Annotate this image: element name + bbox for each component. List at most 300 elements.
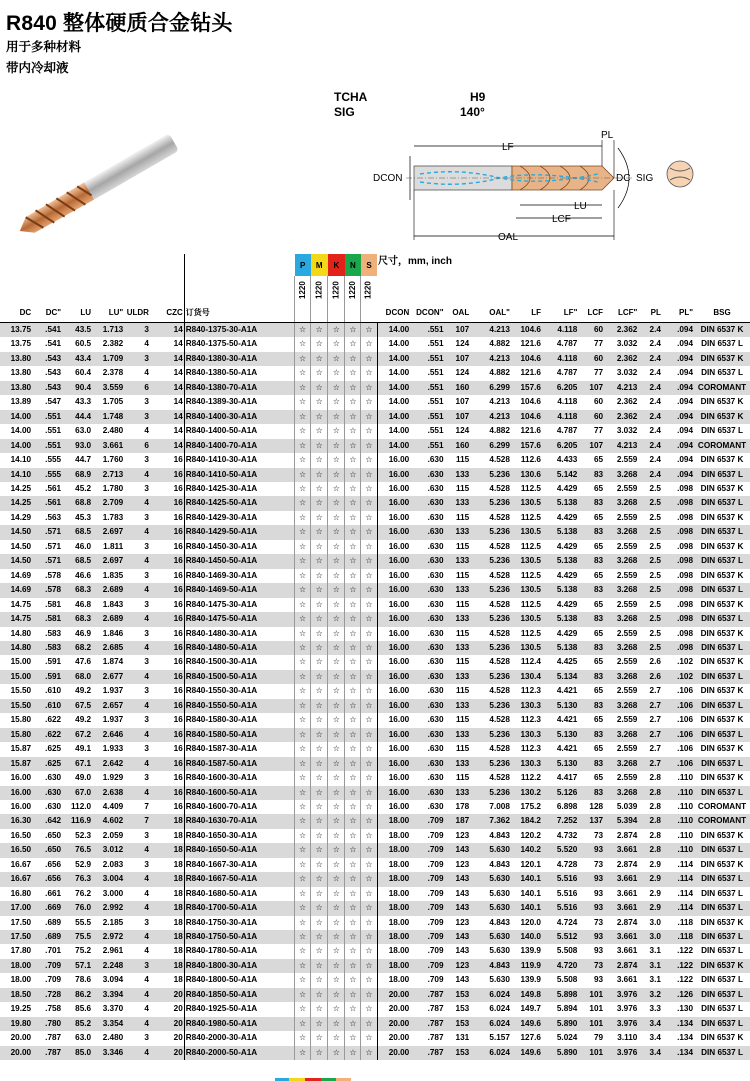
table-cell: DIN 6537 L (694, 1046, 750, 1060)
table-cell: 4.728 (542, 858, 578, 872)
grade-star-icon: ☆ (311, 511, 328, 525)
order-code-cell: R840-1667-50-A1A (184, 872, 294, 886)
table-row[interactable] (0, 1046, 750, 1060)
order-code-cell: R840-1450-50-A1A (184, 554, 294, 568)
grade-star-icon: ☆ (361, 482, 377, 496)
grade-star-icon: ☆ (345, 395, 361, 409)
table-cell: 2.559 (604, 713, 638, 727)
table-cell: 1.783 (92, 511, 124, 525)
table-cell: 2.709 (92, 496, 124, 510)
grade-star-icon: ☆ (361, 395, 377, 409)
table-cell: .551 (410, 395, 444, 409)
table-cell: 2.559 (604, 540, 638, 554)
table-cell: 14.69 (0, 569, 32, 583)
table-cell: 1.843 (92, 598, 124, 612)
table-cell: 5.512 (542, 930, 578, 944)
table-cell: 130.3 (511, 757, 542, 771)
table-cell: 3.4 (638, 1046, 662, 1060)
table-cell: 14.00 (0, 424, 32, 438)
table-cell: 4 (124, 930, 150, 944)
table-cell: 16.50 (0, 843, 32, 857)
order-code-cell: R840-1580-30-A1A (184, 713, 294, 727)
table-cell: 3 (124, 655, 150, 669)
table-row[interactable] (0, 569, 750, 583)
grade-star-icon: ☆ (361, 771, 377, 785)
grade-star-icon: ☆ (328, 337, 345, 351)
table-cell: 2.7 (638, 742, 662, 756)
table-cell: .110 (662, 786, 694, 800)
table-cell: 83 (578, 699, 604, 713)
table-row[interactable] (0, 554, 750, 568)
grade-star-icon: ☆ (345, 742, 361, 756)
table-row[interactable] (0, 670, 750, 684)
table-cell: 20.00 (377, 1017, 410, 1031)
table-cell: 14.50 (0, 554, 32, 568)
table-cell: 3 (124, 829, 150, 843)
grade-star-icon: ☆ (311, 598, 328, 612)
table-row[interactable] (0, 424, 750, 438)
table-cell: 4.528 (470, 482, 511, 496)
table-row[interactable] (0, 757, 750, 771)
table-row[interactable] (0, 641, 750, 655)
table-cell: 1.780 (92, 482, 124, 496)
table-cell: 4 (124, 1002, 150, 1016)
table-cell: 93 (578, 887, 604, 901)
table-cell: 2.083 (92, 858, 124, 872)
table-row[interactable] (0, 410, 750, 424)
grade-star-icon: ☆ (328, 482, 345, 496)
table-cell: 3 (124, 742, 150, 756)
subtitle-materials: 用于多种材料 (6, 40, 82, 54)
table-cell: 20.00 (377, 1046, 410, 1060)
table-cell: 2.248 (92, 959, 124, 973)
table-cell: 2.874 (604, 916, 638, 930)
table-cell: DIN 6537 L (694, 366, 750, 380)
table-row[interactable] (0, 496, 750, 510)
table-cell: 17.00 (0, 901, 32, 915)
table-cell: .551 (410, 381, 444, 395)
diagram-dcon-label: DCON (373, 173, 403, 184)
table-cell: .551 (32, 410, 62, 424)
table-row[interactable] (0, 800, 750, 814)
grade-star-icon: ☆ (345, 598, 361, 612)
table-cell: 3.1 (638, 944, 662, 958)
table-row[interactable] (0, 872, 750, 886)
table-cell: 20.00 (0, 1046, 32, 1060)
table-cell: 2.4 (638, 410, 662, 424)
table-cell: 130.5 (511, 612, 542, 626)
table-row[interactable] (0, 973, 750, 987)
table-cell: 20.00 (377, 988, 410, 1002)
table-cell: 140.2 (511, 843, 542, 857)
table-cell: 60 (578, 410, 604, 424)
table-cell: DIN 6537 K (694, 323, 750, 338)
table-cell: 4.843 (470, 858, 511, 872)
table-row[interactable] (0, 713, 750, 727)
table-cell: 130.5 (511, 641, 542, 655)
table-cell: 112.5 (511, 627, 542, 641)
grade-star-icon: ☆ (361, 684, 377, 698)
table-row[interactable] (0, 627, 750, 641)
table-cell: 157.6 (511, 439, 542, 453)
table-cell: 143 (445, 887, 471, 901)
grade-star-icon: ☆ (295, 1017, 311, 1031)
table-cell: 2.689 (92, 583, 124, 597)
table-cell: 18 (150, 930, 184, 944)
table-cell: .709 (410, 973, 444, 987)
table-cell: .669 (32, 901, 62, 915)
table-cell: 139.9 (511, 944, 542, 958)
grade-star-icon: ☆ (361, 916, 377, 930)
table-cell: 6.024 (470, 1002, 511, 1016)
grade-star-icon: ☆ (311, 439, 328, 453)
table-cell: DIN 6537 L (694, 872, 750, 886)
table-cell: 115 (445, 655, 471, 669)
grade-star-icon: ☆ (345, 670, 361, 684)
table-row[interactable] (0, 323, 750, 338)
table-row[interactable] (0, 395, 750, 409)
table-cell: .094 (662, 410, 694, 424)
order-code-cell: R840-1500-50-A1A (184, 670, 294, 684)
table-row[interactable] (0, 453, 750, 467)
grade-star-icon: ☆ (295, 684, 311, 698)
table-cell: 3 (124, 511, 150, 525)
spec-value-tcha: H9 (470, 90, 486, 104)
table-row[interactable] (0, 771, 750, 785)
order-code-cell: R840-1380-70-A1A (184, 381, 294, 395)
table-cell: .094 (662, 352, 694, 366)
grade-star-icon: ☆ (328, 1046, 345, 1060)
table-cell: .787 (410, 1046, 444, 1060)
table-cell: 65 (578, 655, 604, 669)
table-cell: 3.110 (604, 1031, 638, 1045)
table-cell: 45.2 (62, 482, 92, 496)
table-row[interactable] (0, 858, 750, 872)
table-cell: 149.7 (511, 1002, 542, 1016)
grade-star-icon: ☆ (361, 1046, 377, 1060)
table-cell: DIN 6537 L (694, 728, 750, 742)
table-cell: 16.00 (377, 583, 410, 597)
table-row[interactable] (0, 540, 750, 554)
table-cell: .098 (662, 627, 694, 641)
table-row[interactable] (0, 843, 750, 857)
order-code-cell: R840-1600-30-A1A (184, 771, 294, 785)
grade-star-icon: ☆ (295, 540, 311, 554)
diagram-lcf-label: LCF (552, 214, 571, 225)
grade-star-icon: ☆ (328, 988, 345, 1002)
table-cell: 16.80 (0, 887, 32, 901)
table-cell: 43.3 (62, 395, 92, 409)
table-cell: 2.4 (638, 352, 662, 366)
table-cell: .543 (32, 366, 62, 380)
table-cell: 6.299 (470, 439, 511, 453)
order-code-cell: R840-1800-30-A1A (184, 959, 294, 973)
table-cell: 3.976 (604, 1017, 638, 1031)
table-cell: 5.894 (542, 1002, 578, 1016)
table-cell: .551 (32, 424, 62, 438)
table-cell: .114 (662, 887, 694, 901)
grade-star-icon: ☆ (361, 843, 377, 857)
table-cell: 140.1 (511, 887, 542, 901)
table-cell: 121.6 (511, 424, 542, 438)
table-cell: DIN 6537 L (694, 337, 750, 351)
table-row[interactable] (0, 511, 750, 525)
table-cell: 3.2 (638, 988, 662, 1002)
table-cell: 3.661 (604, 872, 638, 886)
table-cell: .541 (32, 323, 62, 338)
table-row[interactable] (0, 944, 750, 958)
table-cell: 16 (150, 771, 184, 785)
table-cell: 44.4 (62, 410, 92, 424)
table-row[interactable] (0, 1031, 750, 1045)
table-cell: 14 (150, 395, 184, 409)
grade-star-icon: ☆ (345, 554, 361, 568)
table-cell: 49.0 (62, 771, 92, 785)
grade-star-icon: ☆ (328, 670, 345, 684)
grade-star-icon: ☆ (361, 728, 377, 742)
table-cell: 20 (150, 1031, 184, 1045)
column-header: DCON" (410, 304, 444, 323)
table-row[interactable] (0, 482, 750, 496)
table-row[interactable] (0, 439, 750, 453)
table-cell: 5.138 (542, 525, 578, 539)
table-cell: 4.882 (470, 337, 511, 351)
grade-star-icon: ☆ (311, 829, 328, 843)
table-cell: .098 (662, 496, 694, 510)
table-cell: 77 (578, 424, 604, 438)
table-row[interactable] (0, 959, 750, 973)
table-cell: .551 (410, 439, 444, 453)
table-cell: .551 (32, 439, 62, 453)
table-cell: 3.268 (604, 496, 638, 510)
grade-star-icon: ☆ (328, 468, 345, 482)
table-cell: 14.69 (0, 583, 32, 597)
table-cell: .106 (662, 742, 694, 756)
grade-star-icon: ☆ (361, 468, 377, 482)
table-row[interactable] (0, 829, 750, 843)
table-cell: .625 (32, 742, 62, 756)
table-cell: 16 (150, 598, 184, 612)
table-cell: 67.5 (62, 699, 92, 713)
grade-star-icon: ☆ (295, 468, 311, 482)
table-cell: .656 (32, 872, 62, 886)
table-row[interactable] (0, 887, 750, 901)
table-cell: 5.890 (542, 1046, 578, 1060)
table-cell: DIN 6537 L (694, 901, 750, 915)
table-cell: 83 (578, 612, 604, 626)
table-cell: 5.134 (542, 670, 578, 684)
order-code-cell: R840-1410-50-A1A (184, 468, 294, 482)
table-cell: 133 (445, 468, 471, 482)
table-cell: .709 (410, 930, 444, 944)
table-cell: .130 (662, 1002, 694, 1016)
table-cell: 4 (124, 424, 150, 438)
order-code-cell: R840-1550-30-A1A (184, 684, 294, 698)
table-cell: 52.9 (62, 858, 92, 872)
table-cell: .543 (32, 352, 62, 366)
column-header: LCF (578, 304, 604, 323)
table-cell: 3.346 (92, 1046, 124, 1060)
table-row[interactable] (0, 381, 750, 395)
table-cell: 73 (578, 959, 604, 973)
table-cell: 93.0 (62, 439, 92, 453)
table-cell: .787 (410, 988, 444, 1002)
table-cell: 149.8 (511, 988, 542, 1002)
table-row[interactable] (0, 814, 750, 828)
table-cell: 2.5 (638, 540, 662, 554)
table-cell: 67.0 (62, 786, 92, 800)
table-cell: 65 (578, 569, 604, 583)
table-cell: .630 (410, 713, 444, 727)
grade-star-icon: ☆ (311, 887, 328, 901)
grade-star-icon: ☆ (295, 496, 311, 510)
table-cell: 3 (124, 916, 150, 930)
grade-star-icon: ☆ (328, 944, 345, 958)
table-cell: DIN 6537 K (694, 569, 750, 583)
grade-star-icon: ☆ (345, 323, 361, 338)
table-cell: 68.0 (62, 670, 92, 684)
table-cell: 49.2 (62, 684, 92, 698)
grade-star-icon: ☆ (345, 540, 361, 554)
table-cell: 3.268 (604, 554, 638, 568)
table-row[interactable] (0, 728, 750, 742)
table-cell: DIN 6537 K (694, 916, 750, 930)
table-cell: 123 (445, 858, 471, 872)
table-row[interactable] (0, 366, 750, 380)
table-row[interactable] (0, 916, 750, 930)
table-cell: 46.0 (62, 540, 92, 554)
table-cell: 3.032 (604, 424, 638, 438)
grade-star-icon: ☆ (311, 742, 328, 756)
table-cell: 143 (445, 901, 471, 915)
table-cell: 49.1 (62, 742, 92, 756)
grade-code-m: 1220 (311, 276, 328, 304)
table-cell: 90.4 (62, 381, 92, 395)
table-cell: 115 (445, 627, 471, 641)
grade-star-icon: ☆ (295, 439, 311, 453)
table-cell: 3.976 (604, 1046, 638, 1060)
table-row[interactable] (0, 786, 750, 800)
table-row[interactable] (0, 352, 750, 366)
table-cell: 2.4 (638, 468, 662, 482)
grade-star-icon: ☆ (328, 872, 345, 886)
grade-code-k: 1220 (328, 276, 345, 304)
table-cell: 115 (445, 742, 471, 756)
table-row[interactable] (0, 742, 750, 756)
table-cell: 104.6 (511, 323, 542, 338)
table-cell: 14.00 (377, 323, 410, 338)
table-row[interactable] (0, 901, 750, 915)
column-header-row (0, 304, 750, 323)
table-cell: 18 (150, 887, 184, 901)
table-cell: .581 (32, 612, 62, 626)
table-cell: 93 (578, 944, 604, 958)
table-cell: COROMANT (694, 814, 750, 828)
grade-star-icon: ☆ (345, 728, 361, 742)
table-cell: 120.1 (511, 858, 542, 872)
table-cell: 133 (445, 583, 471, 597)
order-code-cell: R840-1600-50-A1A (184, 786, 294, 800)
table-row[interactable] (0, 598, 750, 612)
table-row[interactable] (0, 699, 750, 713)
grade-star-icon: ☆ (345, 829, 361, 843)
table-row[interactable] (0, 612, 750, 626)
table-cell: .114 (662, 858, 694, 872)
table-cell: 4.429 (542, 540, 578, 554)
grade-code-p: 1220 (295, 276, 311, 304)
table-cell: 5.508 (542, 944, 578, 958)
table-row[interactable] (0, 583, 750, 597)
table-cell: .630 (410, 627, 444, 641)
table-cell: 2.5 (638, 598, 662, 612)
table-cell: 16.00 (377, 757, 410, 771)
table-cell: .630 (410, 670, 444, 684)
table-cell: 3.268 (604, 583, 638, 597)
table-cell: 4.409 (92, 800, 124, 814)
table-cell: 2.5 (638, 554, 662, 568)
table-cell: DIN 6537 K (694, 482, 750, 496)
grade-star-icon: ☆ (345, 410, 361, 424)
grade-star-icon: ☆ (311, 786, 328, 800)
table-cell: 3.4 (638, 1017, 662, 1031)
grade-star-icon: ☆ (311, 800, 328, 814)
table-cell: DIN 6537 L (694, 670, 750, 684)
table-row[interactable] (0, 684, 750, 698)
table-row[interactable] (0, 655, 750, 669)
table-row[interactable] (0, 1002, 750, 1016)
table-cell: 3.032 (604, 337, 638, 351)
table-cell: 3 (124, 627, 150, 641)
table-row[interactable] (0, 525, 750, 539)
grade-star-icon: ☆ (328, 511, 345, 525)
table-row[interactable] (0, 930, 750, 944)
table-row[interactable] (0, 337, 750, 351)
table-cell: .709 (410, 901, 444, 915)
order-code-cell: R840-1429-50-A1A (184, 525, 294, 539)
grade-star-icon: ☆ (345, 959, 361, 973)
grade-star-icon: ☆ (295, 829, 311, 843)
grade-star-icon: ☆ (311, 583, 328, 597)
table-cell: 2.874 (604, 959, 638, 973)
grade-star-icon: ☆ (345, 1002, 361, 1016)
table-row[interactable] (0, 468, 750, 482)
grade-star-icon: ☆ (361, 973, 377, 987)
table-cell: DIN 6537 K (694, 684, 750, 698)
table-cell: 16.00 (377, 482, 410, 496)
table-cell: 5.890 (542, 1017, 578, 1031)
grade-star-icon: ☆ (345, 453, 361, 467)
table-cell: 7 (124, 814, 150, 828)
table-cell: 14.00 (377, 337, 410, 351)
column-header: ULDR (124, 304, 150, 323)
table-cell: 14.00 (377, 366, 410, 380)
table-cell: 6.299 (470, 381, 511, 395)
table-cell: .118 (662, 916, 694, 930)
table-cell: 77 (578, 337, 604, 351)
grade-star-icon: ☆ (345, 381, 361, 395)
table-cell: 65 (578, 453, 604, 467)
table-row[interactable] (0, 988, 750, 1002)
table-cell: 4.429 (542, 569, 578, 583)
table-cell: 14.75 (0, 612, 32, 626)
table-cell: 47.6 (62, 655, 92, 669)
table-cell: 83 (578, 525, 604, 539)
table-row[interactable] (0, 1017, 750, 1031)
grade-star-icon: ☆ (345, 627, 361, 641)
table-cell: 2.6 (638, 670, 662, 684)
column-header: 订货号 (184, 304, 294, 323)
table-cell: 60 (578, 395, 604, 409)
